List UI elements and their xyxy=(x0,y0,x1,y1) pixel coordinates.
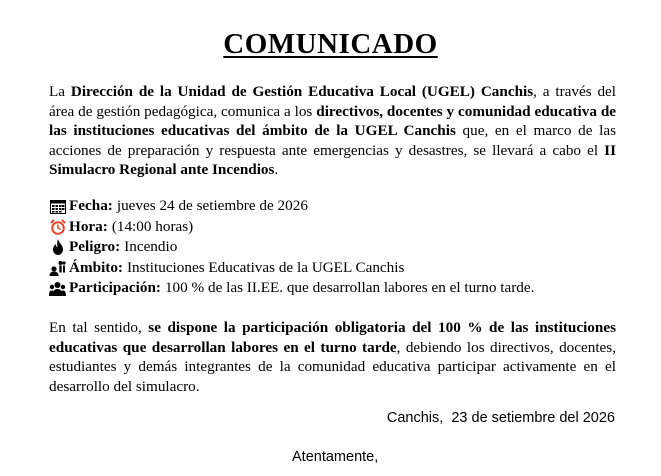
detail-value: Instituciones Educativas de la UGEL Canchis xyxy=(127,258,405,276)
detail-date xyxy=(49,196,534,217)
salutation: Atentamente, xyxy=(292,449,379,465)
place-date: Canchis, 23 de setiembre del 2026 xyxy=(386,410,615,426)
detail-value: (14:00 horas) xyxy=(111,217,194,235)
fire-icon xyxy=(49,239,66,255)
intro-text-4: . xyxy=(274,161,279,178)
intro-text-1: La xyxy=(49,83,71,100)
audience: directivos, docentes y comunidad educativa de las instituciones educativas del ámbito de la UGEL Canchis xyxy=(49,102,617,139)
intro-text-3: que, en el marco de las acciones de preparación y respuesta ante emergencias y desastres, se llevará a cabo el xyxy=(49,122,616,159)
closing-text-1: En tal sentido, xyxy=(49,319,149,336)
people-icon xyxy=(49,260,66,276)
detail-value: jueves 24 de setiembre de 2026 xyxy=(116,197,308,214)
detail-label: Fecha: xyxy=(69,197,113,214)
detail-label: Hora: xyxy=(69,217,108,235)
event-name: II Simulacro Regional ante Incendios xyxy=(49,141,616,178)
intro-paragraph xyxy=(49,82,616,180)
detail-participation xyxy=(49,278,534,299)
closing-text-2: , debiendo los directivos, docentes, estudiantes y demás integrantes de la comunidad educativa participar activamente en el desarrollo del simulacro. xyxy=(49,338,616,395)
calendar-icon xyxy=(49,198,66,214)
detail-label: Participación: xyxy=(69,279,161,296)
detail-value: 100 % de las II.EE. que desarrollan labores en el turno tarde. xyxy=(164,279,535,296)
detail-hazard xyxy=(49,237,534,258)
detail-label: Peligro: xyxy=(69,238,121,255)
event-details xyxy=(49,196,534,299)
closing-paragraph xyxy=(49,318,616,396)
detail-scope xyxy=(49,258,534,279)
detail-value: Incendio xyxy=(124,238,178,255)
intro-text-2: , a través del área de gestión pedagógica, comunica a los xyxy=(49,83,617,120)
detail-label: Ámbito: xyxy=(69,258,123,276)
document-title: COMUNICADO xyxy=(223,28,438,60)
ugel-name: Dirección de la Unidad de Gestión Educativa Local (UGEL) Canchis xyxy=(70,83,534,100)
group-icon xyxy=(49,280,66,296)
detail-time xyxy=(49,217,534,238)
closing-bold: se dispone la participación obligatoria del 100 % de las instituciones educativas que desarrollan labores en el turno tarde xyxy=(49,319,616,356)
alarm-clock-icon xyxy=(49,219,66,235)
